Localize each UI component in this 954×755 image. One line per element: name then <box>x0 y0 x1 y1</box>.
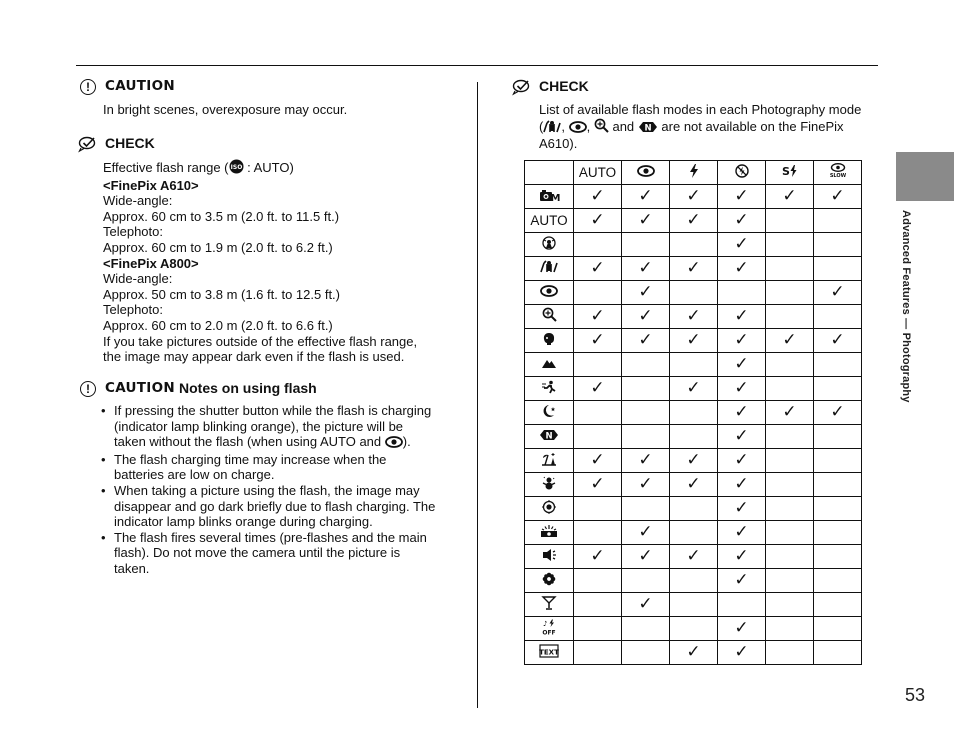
table-row <box>525 305 862 329</box>
check-mark: ✓ <box>782 185 797 206</box>
availability-cell <box>574 185 622 209</box>
table-row <box>525 281 862 305</box>
mode-cell <box>525 209 574 233</box>
availability-cell <box>766 545 814 569</box>
availability-cell <box>766 569 814 593</box>
check-mark: ✓ <box>638 521 653 542</box>
check-mark: ✓ <box>686 473 701 494</box>
availability-cell <box>766 593 814 617</box>
availability-cell <box>814 305 862 329</box>
check-mark: ✓ <box>686 377 701 398</box>
table-row <box>525 377 862 401</box>
check-mark: ✓ <box>638 209 653 230</box>
availability-cell <box>718 329 766 353</box>
availability-cell <box>622 497 670 521</box>
caution-heading: ! CAUTION <box>78 78 175 96</box>
availability-cell <box>766 257 814 281</box>
availability-cell <box>766 377 814 401</box>
list-item: • The flash charging time may increase when the batteries are low on charge. <box>101 452 446 483</box>
table-row <box>525 353 862 377</box>
svg-text:♪: ♪ <box>543 619 548 628</box>
availability-cell <box>574 569 622 593</box>
mode-cell <box>525 593 574 617</box>
availability-cell <box>718 617 766 641</box>
svg-text:N: N <box>545 431 553 442</box>
check-mark: ✓ <box>782 329 797 350</box>
check-mark: ✓ <box>686 185 701 206</box>
check-mark: ✓ <box>590 377 605 398</box>
availability-cell <box>814 329 862 353</box>
table-header-cell <box>670 161 718 185</box>
check-mark: ✓ <box>734 257 749 278</box>
availability-cell <box>670 185 718 209</box>
check-mark: ✓ <box>734 185 749 206</box>
table-row <box>525 329 862 353</box>
availability-cell <box>766 233 814 257</box>
check-mark: ✓ <box>638 545 653 566</box>
availability-cell <box>622 377 670 401</box>
availability-cell <box>622 473 670 497</box>
availability-cell <box>574 617 622 641</box>
flash-notes-list <box>101 403 446 577</box>
availability-cell <box>622 425 670 449</box>
beach-icon <box>541 452 557 466</box>
availability-cell <box>718 185 766 209</box>
availability-cell <box>718 473 766 497</box>
landscape-icon <box>541 357 557 369</box>
availability-cell <box>670 377 718 401</box>
availability-cell <box>766 473 814 497</box>
table-row <box>525 401 862 425</box>
mode-cell <box>525 545 574 569</box>
mode-cell <box>525 257 574 281</box>
availability-cell <box>670 401 718 425</box>
table-row <box>525 185 862 209</box>
table-header-cell <box>525 161 574 185</box>
mode-cell <box>525 401 574 425</box>
check-mark: ✓ <box>734 641 749 662</box>
mode-cell <box>525 497 574 521</box>
natural-light-n-icon <box>539 429 559 441</box>
check-mark: ✓ <box>686 641 701 662</box>
availability-cell <box>718 497 766 521</box>
availability-cell <box>574 473 622 497</box>
check-mark: ✓ <box>638 281 653 302</box>
check-mark: ✓ <box>638 329 653 350</box>
eye-icon <box>569 121 587 137</box>
availability-cell <box>766 401 814 425</box>
availability-cell <box>622 449 670 473</box>
availability-cell <box>574 305 622 329</box>
table-header-cell <box>814 161 862 185</box>
availability-cell <box>574 257 622 281</box>
table-header-cell <box>766 161 814 185</box>
check-icon <box>512 78 532 96</box>
list-item: • When taking a picture using the flash, the image may disappear and go dark briefly due to flash charging. The indicator lamp blinks orange during charging. <box>101 483 446 530</box>
check-mark: ✓ <box>686 449 701 470</box>
table-header-cell <box>622 161 670 185</box>
availability-cell <box>670 497 718 521</box>
availability-cell <box>622 305 670 329</box>
availability-cell <box>622 401 670 425</box>
availability-cell <box>670 641 718 665</box>
check-mark: ✓ <box>590 257 605 278</box>
availability-cell <box>718 641 766 665</box>
camera-m-icon <box>539 188 559 202</box>
availability-cell <box>574 545 622 569</box>
mode-cell <box>525 521 574 545</box>
check-mark: ✓ <box>734 353 749 374</box>
check-mark: ✓ <box>686 545 701 566</box>
table-header-cell: AUTO <box>574 161 622 185</box>
check-mark: ✓ <box>734 377 749 398</box>
check-mark: ✓ <box>638 449 653 470</box>
caution-icon: ! <box>78 78 98 96</box>
mode-cell <box>525 185 574 209</box>
table-row <box>525 425 862 449</box>
availability-cell <box>814 497 862 521</box>
availability-cell <box>814 425 862 449</box>
availability-cell <box>766 425 814 449</box>
check-mark: ✓ <box>686 257 701 278</box>
availability-cell <box>670 521 718 545</box>
svg-text:N: N <box>644 123 652 134</box>
mode-cell <box>525 353 574 377</box>
check-mark: ✓ <box>638 473 653 494</box>
availability-cell <box>718 377 766 401</box>
availability-cell <box>814 617 862 641</box>
availability-cell <box>814 353 862 377</box>
flash-modes-table <box>524 160 862 665</box>
svg-text:OFF: OFF <box>542 629 556 637</box>
table-row <box>525 209 862 233</box>
check-mark: ✓ <box>590 305 605 326</box>
availability-cell <box>766 497 814 521</box>
flash-range-block: Effective flash range ( ISO : AUTO) <FinePix A610> Wide-angle: Approx. 60 cm to 3.5 m (2.0 ft. to 11.5 ft.) Telephoto: Approx. 60 cm to 1.9 m (2.0 ft. to 6.2 ft.) <FinePix A800> Wide-angle: Approx. 50 cm to 3.8 m (1.6 ft. to 12.5 ft.) Telephoto: Approx. 60 cm to 2.0 m (2.0 ft. to 6.6 ft.) If you take pictures outside of the effective flash range, the image may appear dark even if the flash is used. <box>103 159 453 365</box>
eye-icon <box>540 285 558 297</box>
availability-cell <box>718 593 766 617</box>
availability-cell <box>814 401 862 425</box>
check-mark: ✓ <box>638 593 653 614</box>
flower-icon <box>542 572 556 586</box>
check-mark: ✓ <box>734 305 749 326</box>
table-row <box>525 257 862 281</box>
mode-cell <box>525 281 574 305</box>
list-item: • If pressing the shutter button while the flash is charging (indicator lamp blinking orange), the picture will be taken without the flash (when using AUTO and ). <box>101 403 446 452</box>
table-row <box>525 449 862 473</box>
availability-cell <box>574 209 622 233</box>
svg-text:TEXT: TEXT <box>539 648 559 657</box>
forced-flash-icon <box>689 164 699 178</box>
availability-cell <box>670 593 718 617</box>
availability-cell <box>766 521 814 545</box>
availability-cell <box>622 257 670 281</box>
availability-cell <box>622 233 670 257</box>
check-mark: ✓ <box>590 209 605 230</box>
mode-cell <box>525 377 574 401</box>
caution-icon: ! <box>78 380 98 398</box>
check-icon <box>78 135 98 153</box>
table-row <box>525 617 862 641</box>
table-row <box>525 569 862 593</box>
mode-cell <box>525 449 574 473</box>
availability-cell <box>622 641 670 665</box>
night-icon <box>541 404 557 418</box>
table-row <box>525 593 862 617</box>
zoom-icon <box>594 118 609 137</box>
natural-light-n-icon <box>638 121 658 137</box>
mode-cell <box>525 617 574 641</box>
availability-cell <box>718 305 766 329</box>
sport-icon <box>541 380 557 394</box>
check-mark: ✓ <box>686 329 701 350</box>
availability-cell <box>718 257 766 281</box>
table-row <box>525 545 862 569</box>
availability-cell <box>766 641 814 665</box>
availability-cell <box>670 425 718 449</box>
availability-cell <box>814 569 862 593</box>
check-mark: ✓ <box>638 257 653 278</box>
flash-list-intro: List of available flash modes in each Photography mode ( , , and N are not available on the FinePix A610). <box>539 102 884 152</box>
slow-sync-icon <box>782 164 798 178</box>
availability-cell <box>574 497 622 521</box>
table-header-cell <box>718 161 766 185</box>
check-mark: ✓ <box>830 281 845 302</box>
availability-cell <box>814 593 862 617</box>
museum-icon <box>540 524 558 538</box>
availability-cell <box>670 209 718 233</box>
availability-cell <box>670 281 718 305</box>
check-mark: ✓ <box>638 185 653 206</box>
check-mark: ✓ <box>830 401 845 422</box>
availability-cell <box>574 425 622 449</box>
availability-cell <box>766 449 814 473</box>
list-item: • The flash fires several times (pre-flashes and the main flash). Do not move the camera until the picture is taken. <box>101 530 446 577</box>
availability-cell <box>622 209 670 233</box>
availability-cell <box>718 569 766 593</box>
availability-cell <box>814 377 862 401</box>
check-mark: ✓ <box>590 449 605 470</box>
natural-light-flash-icon <box>543 120 561 137</box>
availability-cell <box>622 569 670 593</box>
check-mark: ✓ <box>590 185 605 206</box>
availability-cell <box>766 353 814 377</box>
page-number: 53 <box>905 685 926 705</box>
availability-cell <box>766 281 814 305</box>
availability-cell <box>814 233 862 257</box>
availability-cell <box>814 257 862 281</box>
availability-cell <box>718 521 766 545</box>
availability-cell <box>814 449 862 473</box>
anti-blur-icon <box>542 236 556 250</box>
caution-text: In bright scenes, overexposure may occur. <box>103 102 348 117</box>
column-divider <box>477 82 478 708</box>
availability-cell <box>670 257 718 281</box>
availability-cell <box>574 641 622 665</box>
red-eye-icon <box>637 165 655 177</box>
availability-cell <box>766 185 814 209</box>
check-mark: ✓ <box>590 473 605 494</box>
availability-cell <box>814 185 862 209</box>
check-mark: ✓ <box>734 425 749 446</box>
availability-cell <box>766 209 814 233</box>
availability-cell <box>766 617 814 641</box>
availability-cell <box>670 449 718 473</box>
check-mark: ✓ <box>734 497 749 518</box>
auto-mode-label: AUTO <box>530 212 568 228</box>
availability-cell <box>574 329 622 353</box>
availability-cell <box>814 209 862 233</box>
availability-cell <box>814 521 862 545</box>
section-tab <box>896 152 954 201</box>
text-icon <box>539 644 559 658</box>
unavailable-modes-line: ( , , and N are not available on the FinePix <box>539 118 884 137</box>
mode-cell <box>525 233 574 257</box>
availability-cell <box>718 281 766 305</box>
section-title: Advanced Features — Photography <box>900 210 912 403</box>
availability-cell <box>814 473 862 497</box>
suppressed-flash-icon <box>735 164 749 178</box>
check-mark: ✓ <box>638 305 653 326</box>
availability-cell <box>766 305 814 329</box>
table-header-row <box>525 161 862 185</box>
availability-cell <box>622 617 670 641</box>
check-mark: ✓ <box>734 545 749 566</box>
mode-cell <box>525 641 574 665</box>
mode-cell <box>525 425 574 449</box>
check-mark: ✓ <box>782 401 797 422</box>
availability-cell <box>670 617 718 641</box>
availability-cell <box>574 521 622 545</box>
zoom-icon <box>542 307 557 322</box>
mode-cell <box>525 305 574 329</box>
party-icon <box>542 596 556 610</box>
natural-light-flash-icon <box>540 260 558 273</box>
availability-cell <box>766 329 814 353</box>
table-row <box>525 233 862 257</box>
availability-cell <box>622 353 670 377</box>
availability-cell <box>670 473 718 497</box>
svg-text:SLOW: SLOW <box>829 173 846 180</box>
availability-cell <box>814 641 862 665</box>
mode-cell <box>525 329 574 353</box>
check-mark: ✓ <box>734 209 749 230</box>
table-row <box>525 521 862 545</box>
iso-icon <box>229 159 244 178</box>
check-mark: ✓ <box>734 569 749 590</box>
svg-text:M: M <box>550 192 561 204</box>
availability-cell <box>814 545 862 569</box>
availability-cell <box>622 281 670 305</box>
red-eye-slow-icon <box>830 163 846 178</box>
availability-cell <box>718 449 766 473</box>
check-mark: ✓ <box>734 329 749 350</box>
availability-cell <box>574 233 622 257</box>
availability-cell <box>718 545 766 569</box>
availability-cell <box>670 545 718 569</box>
check-mark: ✓ <box>590 329 605 350</box>
availability-cell <box>718 425 766 449</box>
flash-off-icon <box>540 619 558 635</box>
availability-cell <box>622 521 670 545</box>
mode-cell <box>525 569 574 593</box>
availability-cell <box>718 353 766 377</box>
mode-cell <box>525 473 574 497</box>
table-row <box>525 473 862 497</box>
availability-cell <box>670 305 718 329</box>
check-mark: ✓ <box>734 617 749 638</box>
availability-cell <box>574 281 622 305</box>
check-mark: ✓ <box>686 209 701 230</box>
top-rule <box>76 65 878 66</box>
availability-cell <box>574 401 622 425</box>
portrait-icon <box>542 332 556 346</box>
availability-cell <box>670 569 718 593</box>
sunset-icon <box>541 500 557 514</box>
availability-cell <box>718 401 766 425</box>
check-mark: ✓ <box>830 185 845 206</box>
svg-text:S: S <box>781 164 790 178</box>
caution-notes-heading: ! CAUTION Notes on using flash <box>78 380 317 398</box>
availability-cell <box>814 281 862 305</box>
check-mark: ✓ <box>686 305 701 326</box>
table-row <box>525 497 862 521</box>
check-mark: ✓ <box>734 473 749 494</box>
availability-cell <box>574 593 622 617</box>
svg-text:ISO: ISO <box>230 164 242 171</box>
red-eye-icon <box>385 436 403 452</box>
availability-cell <box>718 233 766 257</box>
check-heading-right: CHECK <box>512 78 589 96</box>
availability-cell <box>670 353 718 377</box>
check-mark: ✓ <box>590 545 605 566</box>
check-mark: ✓ <box>734 401 749 422</box>
availability-cell <box>718 209 766 233</box>
availability-cell <box>622 545 670 569</box>
availability-cell <box>574 449 622 473</box>
availability-cell <box>622 185 670 209</box>
flash-range-line: Effective flash range ( ISO : AUTO) <box>103 159 453 178</box>
availability-cell <box>622 593 670 617</box>
fireworks-icon <box>541 548 557 562</box>
check-mark: ✓ <box>734 233 749 254</box>
snow-icon <box>541 476 557 490</box>
availability-cell <box>670 329 718 353</box>
table-row <box>525 641 862 665</box>
availability-cell <box>574 377 622 401</box>
check-mark: ✓ <box>734 521 749 542</box>
availability-cell <box>670 233 718 257</box>
availability-cell <box>574 353 622 377</box>
availability-cell <box>622 329 670 353</box>
check-mark: ✓ <box>830 329 845 350</box>
check-heading: CHECK <box>78 135 155 153</box>
check-mark: ✓ <box>734 449 749 470</box>
